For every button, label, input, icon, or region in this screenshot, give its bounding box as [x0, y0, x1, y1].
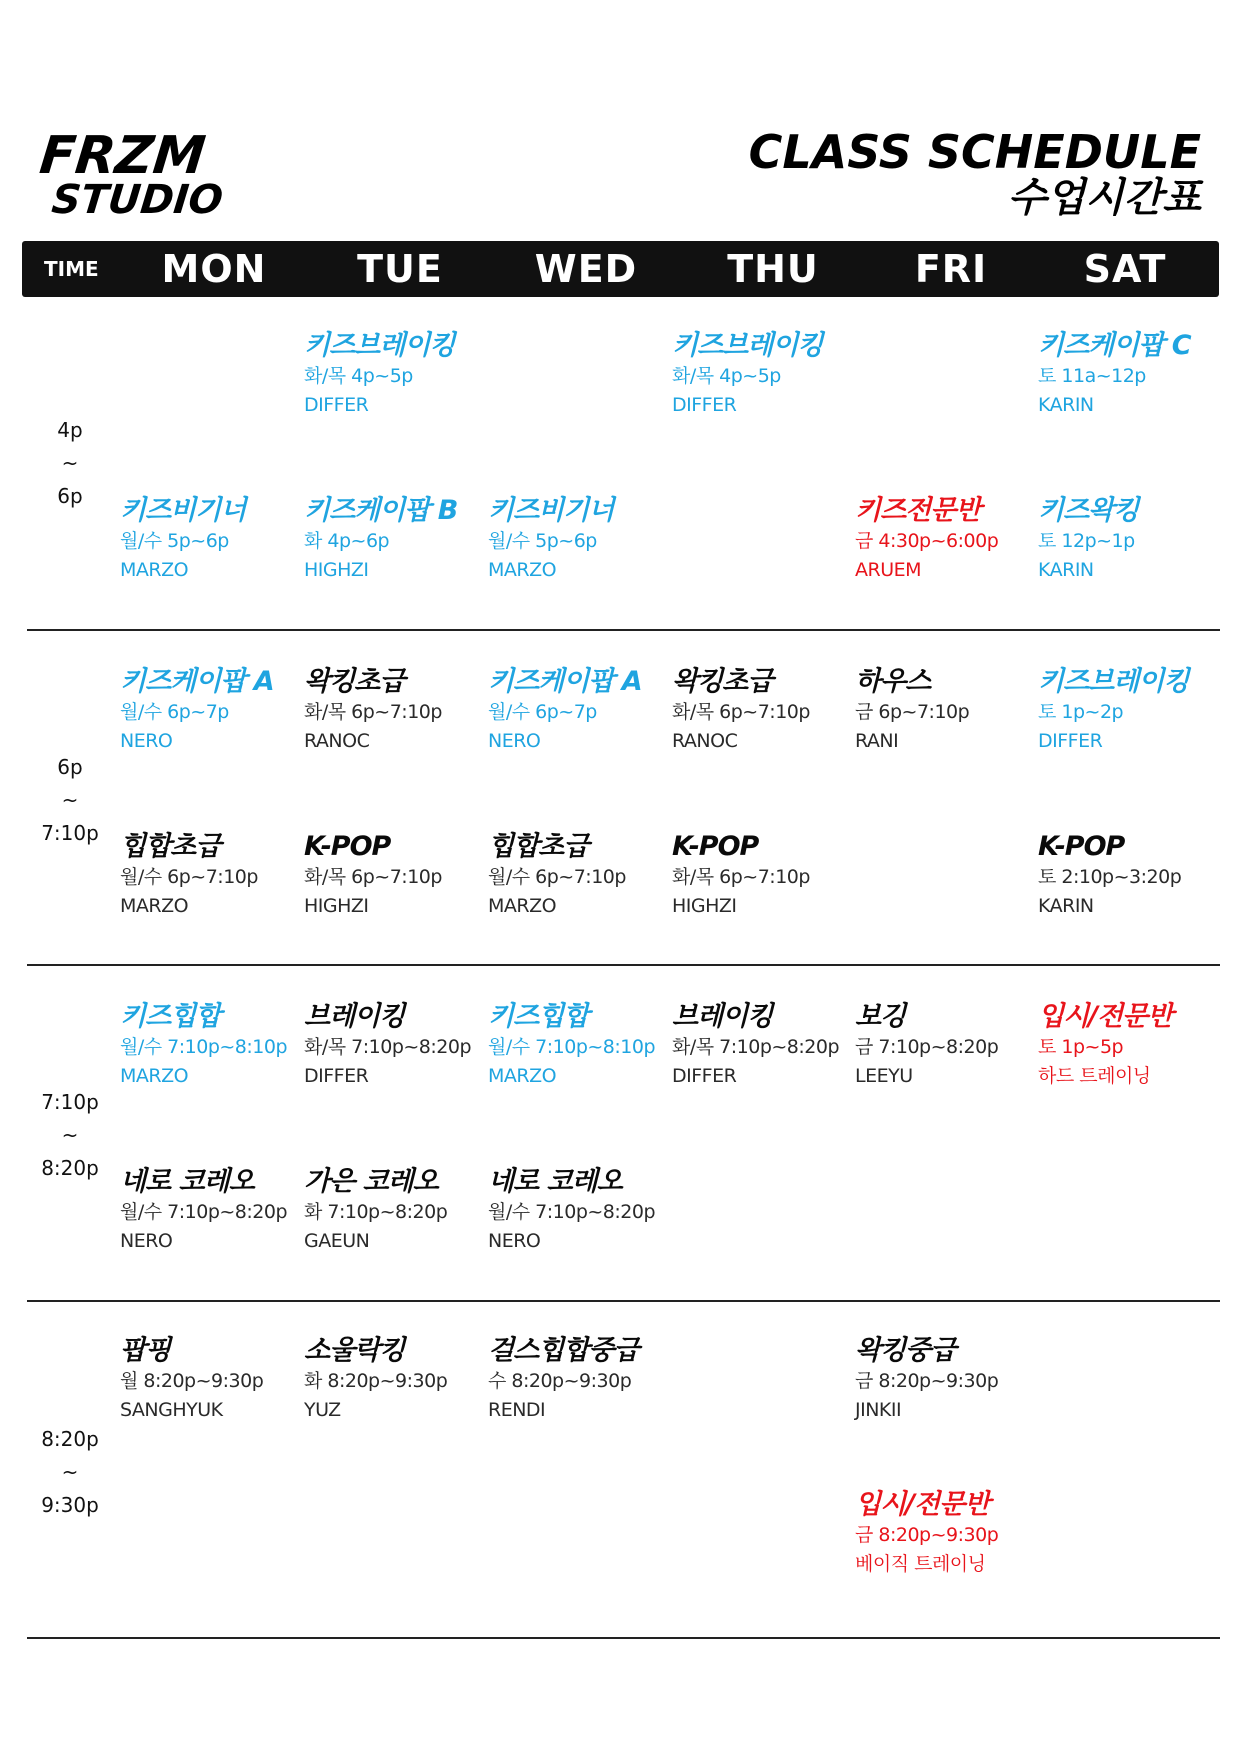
class-entry [1038, 494, 1228, 585]
class-teacher: DIFFER [1038, 730, 1103, 752]
class-entry [672, 665, 862, 756]
class-entry [120, 830, 310, 921]
class-time: 화/목 4p~5p [672, 365, 781, 387]
header-day-sat: SAT [1083, 247, 1167, 291]
class-teacher: NERO [120, 1230, 173, 1252]
class-name: 키즈케이팝 C [1038, 330, 1191, 361]
class-teacher: ARUEM [855, 559, 922, 581]
class-entry [120, 1334, 310, 1425]
class-time: 월 8:20p~9:30p [120, 1370, 264, 1392]
class-time: 월/수 7:10p~8:10p [120, 1036, 288, 1058]
class-name: K-POP [304, 831, 391, 862]
class-teacher: MARZO [120, 559, 189, 581]
header-day-mon: MON [161, 247, 267, 291]
class-teacher: KARIN [1038, 895, 1094, 917]
class-entry [304, 1334, 494, 1425]
row-divider [27, 1637, 1220, 1639]
time-slot-end: 7:10p [41, 821, 99, 845]
studio-logo [36, 126, 226, 223]
header-day-wed: WED [534, 247, 638, 291]
class-name: 키즈브레이킹 [1038, 666, 1189, 697]
class-name: 왁킹중급 [855, 1335, 956, 1366]
class-name: 키즈케이팝 A [488, 666, 642, 697]
class-name: 네로 코레오 [120, 1166, 254, 1197]
class-entry [855, 665, 1045, 756]
class-time: 월/수 5p~6p [488, 530, 597, 552]
class-name: 왁킹초급 [672, 666, 773, 697]
class-time: 화/목 6p~7:10p [304, 866, 442, 888]
class-teacher: RANOC [672, 730, 738, 752]
time-slot-separator: ~ [61, 1123, 79, 1147]
class-name: 키즈브레이킹 [672, 330, 823, 361]
class-teacher: MARZO [488, 1065, 557, 1087]
class-entry [1038, 1000, 1228, 1091]
time-slot-start: 6p [57, 755, 83, 779]
class-name: 힙합초급 [488, 831, 589, 862]
header-time: TIME [44, 257, 99, 281]
class-entry [304, 1165, 494, 1256]
class-time: 금 7:10p~8:20p [855, 1036, 999, 1058]
class-entry [672, 329, 862, 420]
class-name: 걸스힙합중급 [488, 1335, 639, 1366]
class-name: 힙합초급 [120, 831, 221, 862]
class-name: 키즈전문반 [855, 495, 981, 526]
class-time: 월/수 6p~7:10p [488, 866, 626, 888]
class-name: 소울락킹 [304, 1335, 405, 1366]
class-entry [488, 1165, 678, 1256]
class-teacher: DIFFER [672, 394, 737, 416]
class-teacher: YUZ [304, 1399, 341, 1421]
class-time: 금 4:30p~6:00p [855, 530, 999, 552]
class-name: 키즈왁킹 [1038, 495, 1139, 526]
class-entry [1038, 665, 1228, 756]
class-time: 금 6p~7:10p [855, 701, 970, 723]
class-time: 화/목 6p~7:10p [304, 701, 442, 723]
class-name: 키즈비기너 [488, 495, 614, 526]
class-name: 입시/전문반 [1038, 1001, 1173, 1032]
class-entry [488, 1334, 678, 1425]
class-time: 화/목 4p~5p [304, 365, 413, 387]
header-day-thu: THU [727, 247, 819, 291]
class-time: 화/목 6p~7:10p [672, 866, 810, 888]
class-time: 토 1p~2p [1038, 701, 1124, 723]
class-time: 화 8:20p~9:30p [304, 1370, 448, 1392]
class-teacher: LEEYU [855, 1065, 913, 1087]
time-slot-label [30, 751, 110, 850]
time-slot-separator: ~ [61, 1460, 79, 1484]
class-name: 팝핑 [120, 1335, 171, 1366]
class-entry [855, 1334, 1045, 1425]
class-time: 월/수 7:10p~8:10p [488, 1036, 656, 1058]
class-name: 왁킹초급 [304, 666, 405, 697]
class-teacher: MARZO [120, 895, 189, 917]
time-slot-start: 7:10p [41, 1090, 99, 1114]
class-teacher: MARZO [120, 1065, 189, 1087]
class-time: 금 8:20p~9:30p [855, 1524, 999, 1546]
class-teacher: DIFFER [672, 1065, 737, 1087]
class-name: 키즈케이팝 A [120, 666, 274, 697]
class-name: 브레이킹 [304, 1001, 405, 1032]
class-teacher: HIGHZI [672, 895, 737, 917]
class-teacher: SANGHYUK [120, 1399, 223, 1421]
class-entry [304, 1000, 494, 1091]
class-time: 월/수 6p~7p [488, 701, 597, 723]
class-entry [120, 494, 310, 585]
class-entry [1038, 329, 1228, 420]
class-name: 브레이킹 [672, 1001, 773, 1032]
class-name: 키즈케이팝 B [304, 495, 458, 526]
title-english: CLASS SCHEDULE [748, 125, 1201, 179]
class-teacher: 베이직 트레이닝 [855, 1553, 986, 1575]
class-name: 키즈브레이킹 [304, 330, 455, 361]
row-divider [27, 964, 1220, 966]
class-name: 네로 코레오 [488, 1166, 622, 1197]
class-time: 월/수 5p~6p [120, 530, 229, 552]
class-time: 화 4p~6p [304, 530, 390, 552]
class-time: 토 1p~5p [1038, 1036, 1124, 1058]
class-teacher: KARIN [1038, 394, 1094, 416]
class-entry [855, 1000, 1045, 1091]
row-divider [27, 629, 1220, 631]
logo-line-2: STUDIO [49, 177, 226, 223]
class-entry [304, 494, 494, 585]
day-header-bar [22, 241, 1219, 297]
header-day-fri: FRI [914, 247, 988, 291]
class-name: K-POP [1038, 831, 1125, 862]
class-name: 키즈힙합 [488, 1001, 589, 1032]
class-teacher: RANOC [304, 730, 370, 752]
time-slot-label [30, 1086, 110, 1185]
class-teacher: NERO [488, 1230, 541, 1252]
class-time: 월/수 7:10p~8:20p [488, 1201, 656, 1223]
class-teacher: HIGHZI [304, 895, 369, 917]
class-name: 하우스 [855, 666, 931, 697]
class-entry [672, 1000, 862, 1091]
class-name: 키즈비기너 [120, 495, 246, 526]
class-teacher: MARZO [488, 559, 557, 581]
time-slot-label [30, 1423, 110, 1522]
class-entry [120, 1165, 310, 1256]
class-entry [1038, 830, 1228, 921]
class-entry [488, 1000, 678, 1091]
class-time: 수 8:20p~9:30p [488, 1370, 632, 1392]
class-teacher: RANI [855, 730, 899, 752]
class-entry [855, 494, 1045, 585]
row-divider [27, 1300, 1220, 1302]
class-entry [120, 1000, 310, 1091]
class-time: 월/수 7:10p~8:20p [120, 1201, 288, 1223]
page-title [748, 125, 1201, 222]
time-slot-end: 8:20p [41, 1156, 99, 1180]
class-time: 화/목 6p~7:10p [672, 701, 810, 723]
class-time: 월/수 6p~7p [120, 701, 229, 723]
class-entry [488, 830, 678, 921]
class-teacher: RENDI [488, 1399, 546, 1421]
class-teacher: HIGHZI [304, 559, 369, 581]
time-slot-separator: ~ [61, 788, 79, 812]
class-time: 화 7:10p~8:20p [304, 1201, 448, 1223]
class-teacher: JINKII [855, 1399, 902, 1421]
class-entry [304, 329, 494, 420]
title-korean: 수업시간표 [1007, 175, 1201, 222]
class-teacher: NERO [120, 730, 173, 752]
class-teacher: NERO [488, 730, 541, 752]
logo-line-1: FRZM [36, 126, 209, 186]
class-entry [304, 665, 494, 756]
class-time: 토 11a~12p [1038, 365, 1146, 387]
class-entry [488, 665, 678, 756]
class-name: 키즈힙합 [120, 1001, 221, 1032]
class-teacher: 하드 트레이닝 [1038, 1065, 1151, 1087]
class-time: 월/수 6p~7:10p [120, 866, 258, 888]
time-slot-end: 6p [57, 484, 83, 508]
class-time: 화/목 7:10p~8:20p [304, 1036, 472, 1058]
class-name: K-POP [672, 831, 759, 862]
header-day-tue: TUE [357, 247, 443, 291]
class-teacher: DIFFER [304, 1065, 369, 1087]
class-entry [488, 494, 678, 585]
class-teacher: KARIN [1038, 559, 1094, 581]
time-slot-start: 8:20p [41, 1427, 99, 1451]
class-time: 화/목 7:10p~8:20p [672, 1036, 840, 1058]
class-time: 토 12p~1p [1038, 530, 1135, 552]
class-time: 금 8:20p~9:30p [855, 1370, 999, 1392]
class-name: 입시/전문반 [855, 1489, 990, 1520]
class-name: 보깅 [855, 1001, 906, 1032]
time-slot-label [30, 414, 110, 513]
class-name: 가은 코레오 [304, 1166, 438, 1197]
class-entry [120, 665, 310, 756]
time-slot-separator: ~ [61, 451, 79, 475]
time-slot-end: 9:30p [41, 1493, 99, 1517]
class-teacher: MARZO [488, 895, 557, 917]
class-teacher: DIFFER [304, 394, 369, 416]
class-entry [672, 830, 862, 921]
time-slot-start: 4p [57, 418, 83, 442]
class-entry [304, 830, 494, 921]
class-teacher: GAEUN [304, 1230, 370, 1252]
class-entry [855, 1488, 1045, 1579]
class-time: 토 2:10p~3:20p [1038, 866, 1182, 888]
